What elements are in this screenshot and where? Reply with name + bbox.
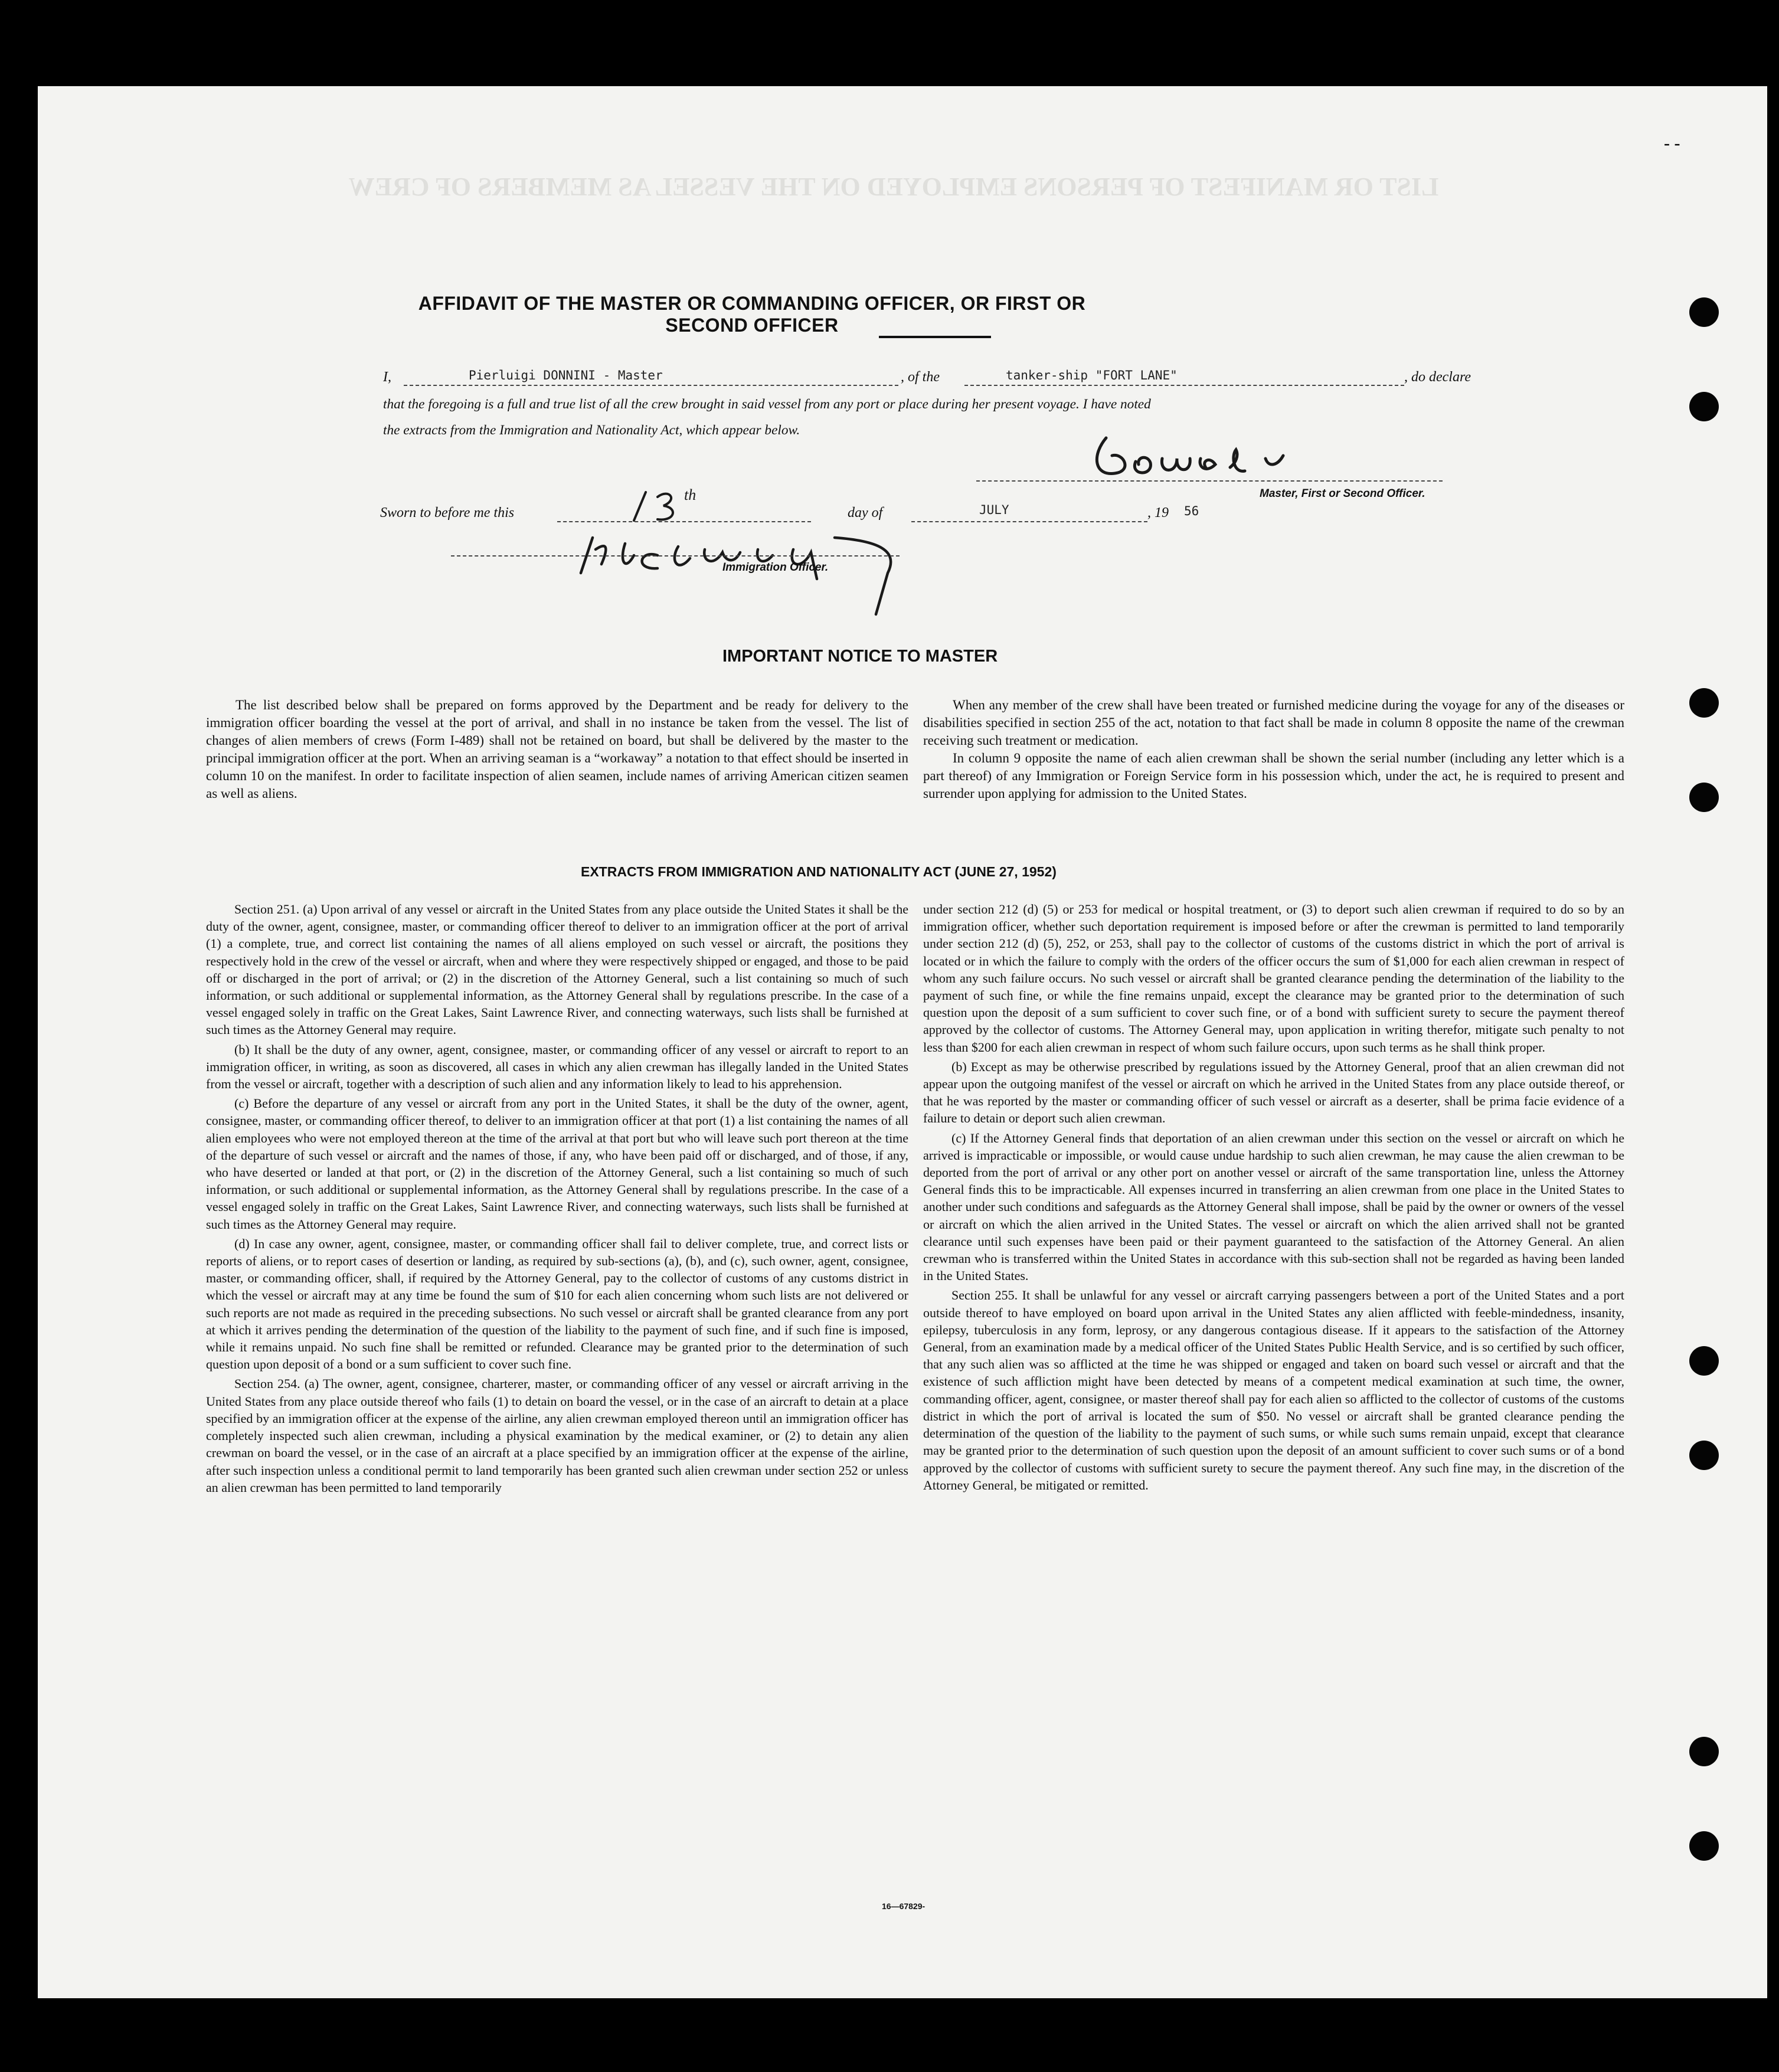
act-paragraph: Section 251. (a) Upon arrival of any vessel or aircraft in the United States from any place outside the United States it shall be the duty of the owner, agent, consignee, master, or commanding officer thereof to deliver to an immigration officer at the port of arrival (1) a complete, true, and correct list containing the names of all aliens employed on such vessel or aircraft, the positions they respectively hold in the crew of the vessel or aircraft, when and where they were respectively shipped or engaged, and those to be paid off or discharged in the port of arrival; or (2) in the discretion of the Attorney General, such a list containing so much of such information, or such additional or supplemental information, as the Attorney General shall by regulations prescribe. In the case of a vessel engaged solely in traffic on the Great Lakes, Saint Lawrence River, and connecting waterways, such lists shall be furnished at such times as the Attorney General may require.: [206, 902, 908, 1037]
master-signature-rule: [976, 480, 1443, 482]
vessel-name-value: tanker-ship "FORT LANE": [1006, 368, 1178, 382]
sworn-month-value: JULY: [979, 503, 1009, 517]
title-underline: [879, 336, 991, 338]
notice-paragraph: The list described below shall be prepared on forms approved by the Department and be ready for delivery to the immigration officer boarding the vessel at the port of arrival, and shall in no instance be taken from the vessel. The list of changes of alien members of crews (Form I-489) shall not be retained on board, but shall be delivered by the master to the principal immigration officer at the port. When an arriving seaman is a “workaway” a notation to that effect should be inserted in column 10 on the manifest. In order to facilitate inspection of alien seamen, include names of arriving American citizen seamen as well as aliens.: [206, 698, 908, 801]
affidavit-i-label: I,: [383, 369, 391, 385]
affidavit-declare-label: , do declare: [1404, 369, 1471, 385]
form-code: 16—67829-: [882, 1901, 926, 1911]
bleed-through-header: LIST OR MANIFEST OF PERSONS EMPLOYED ON THE VESSEL AS MEMBERS OF CREW: [348, 172, 1439, 201]
extracts-left-column: [206, 901, 908, 1498]
affidavit-statement-line: that the foregoing is a full and true list of all the crew brought in said vessel from any port or place during her present voyage. I have noted: [383, 397, 1151, 412]
act-paragraph: Section 254. (a) The owner, agent, consignee, charterer, master, or commanding officer of any vessel or aircraft arriving in the United States from any place outside thereof who fails (1) to detain on board the vessel, or in the case of an aircraft to detain at a place specified by an immigration officer at the expense of the airline, any alien crewman employed thereon until an immigration officer has completely inspected such alien crewman, including a physical examination by the medical examiner, or (2) to detain any alien crewman on board the vessel, or in the case of an aircraft at a place specified by an immigration officer at the expense of the airline, after such inspection unless a conditional permit to land temporarily has been granted such alien crewman under section 252 or unless an alien crewman has been permitted to land temporarily: [206, 1376, 908, 1495]
master-name-rule: [404, 385, 898, 386]
sworn-month-rule: [911, 521, 1147, 522]
sworn-day-handwriting: [628, 485, 722, 526]
act-paragraph: (b) Except as may be otherwise prescribed by regulations issued by the Attorney General, proof that an alien crewman did not appear upon the outgoing manifest of the vessel or aircraft on which he arrived in the United States from any place outside thereof, or that he was reported by the master or commanding officer of such vessel or aircraft as a deserter, shall be prima facie evidence of a failure to detain or deport such alien crewman.: [923, 1059, 1624, 1126]
act-paragraph: (d) In case any owner, agent, consignee, master, or commanding officer shall fail to deliver complete, true, and correct lists or reports of aliens, or to report cases of desertion or landing, as required by sub-sections (a), (b), and (c), such owner, agent, consignee, master, or commanding officer, shall, if required by the Attorney General, pay to the collector of customs of any customs district in which the vessel or aircraft may at any time be found the sum of $10 for each alien concerning whom such lists are not delivered or such reports are not made as required in the preceding subsections. No such vessel or aircraft shall be granted clearance from any port at which it arrives pending the determination of the question of the liability to the payment of such fine, and if such fine is imposed, while it remains unpaid. No such fine shall be remitted or refunded. Clearance may be granted prior to the determination of such question upon deposit of a bond or a sum sufficient to cover such fine.: [206, 1236, 908, 1372]
punch-hole: [1689, 297, 1719, 327]
act-paragraph: (c) If the Attorney General finds that deportation of an alien crewman under this section on the vessel or aircraft on which he arrived is impracticable or impossible, or would cause undue hardship to such alien crewman, he may cause the alien crewman to be deported from the port of arrival or any other port on another vessel or aircraft of the same transportation line, unless the Attorney General finds this to be impracticable. All expenses incurred in transferring an alien crewman from one place in the United States to another under such conditions and safeguards as the Attorney General shall impose, shall be paid by the owner or owners of the vessel or aircraft on which the alien arrived in the United States. The vessel or aircraft on which the alien arrived shall not be granted clearance until such expenses have been paid or their payment guaranteed to the satisfaction of the Attorney General. An alien crewman who is transferred within the United States in accordance with this sub-section shall not be regarded as having been landed in the United States.: [923, 1130, 1624, 1284]
year-prefix-label: , 19: [1147, 505, 1169, 521]
notice-paragraph: When any member of the crew shall have been treated or furnished medicine during the voyage for any of the diseases or disabilities specified in section 255 of the act, notation to that fact shall be made in column 8 opposite the name of the crewman receiving such treatment or medication.: [923, 698, 1624, 748]
punch-hole: [1689, 783, 1719, 812]
punch-hole: [1689, 1346, 1719, 1376]
act-paragraph: under section 212 (d) (5) or 253 for medical or hospital treatment, or (3) to deport such alien crewman if required to do so by an immigration officer, whether such deportation requirement is imposed before or after the crewman is permitted to land temporarily under section 212 (d) (5), 252, or 253, shall pay to the collector of customs of the customs district in which the port of arrival is located or in which the failure to comply with the orders of the officer occurs the sum of $1,000 for each alien crewman in respect of whom any such failure occurs. No such vessel or aircraft shall be granted clearance pending the determination of the liability to the payment of such fine, or while the fine remains unpaid, except the clearance may be granted prior to the determination of such question upon the deposit of a sum sufficient to cover such fine, or of a bond with sufficient surety to secure the payment thereof approved by the collector of customs. The Attorney General may, upon application in writing therefor, mitigate such penalty to not less than $200 for each alien crewman in respect of whom such failure occurs, upon such terms as he shall think proper.: [923, 902, 1624, 1055]
notice-paragraph: In column 9 opposite the name of each alien crewman shall be shown the serial number (including any letter which is a part thereof) of any Immigration or Foreign Service form in his possession which, under the act, he is required to present and surrender upon applying for admission to the United States.: [923, 751, 1624, 801]
immigration-officer-caption: Immigration Officer.: [722, 561, 829, 574]
immigration-officer-signature: [569, 526, 947, 626]
act-paragraph: Section 255. It shall be unlawful for any vessel or aircraft carrying passengers between a port of the United States and a port outside thereof to have employed on board upon arrival in the United States any alien afflicted with feeble-mindedness, insanity, epilepsy, tuberculosis in any form, leprosy, or any dangerous contagious disease. If it appears to the satisfaction of the Attorney General, from an examination made by a medical officer of the United States Public Health Service, and is so certified by such officer, that any such alien was so afflicted at the time he was shipped or engaged and taken on board such vessel or aircraft and that the existence of such affliction might have been detected by means of a competent medical examination at such time, the owner, commanding officer, agent, consignee, or master thereof shall pay for each alien so afflicted to the collector of customs of the customs district in which the port of arrival is located the sum of $50. No vessel or aircraft shall be granted clearance pending the determination of the question of the liability to the payment of such sums, or while such sums remain unpaid, except that clearance may be granted prior to the determination of such question upon the deposit of an amount sufficient to cover such sums or of a bond approved by the collector of customs with sufficient surety to secure the payment thereof. Any such fine may, in the discretion of the Attorney General, be mitigated or remitted.: [923, 1288, 1624, 1492]
svg-text:th: th: [684, 486, 696, 503]
extracts-heading: EXTRACTS FROM IMMIGRATION AND NATIONALITY ACT (JUNE 27, 1952): [581, 864, 1057, 879]
act-paragraph: (b) It shall be the duty of any owner, agent, consignee, master, or commanding officer of any vessel or aircraft to report to an immigration officer, in writing, as soon as discovered, all cases in which any alien crewman has illegally landed in the United States from the vessel or aircraft, together with a description of such alien and any information likely to lead to his apprehension.: [206, 1042, 908, 1092]
master-name-value: Pierluigi DONNINI - Master: [469, 368, 663, 382]
vessel-name-rule: [964, 385, 1404, 386]
master-signature: [1088, 432, 1360, 485]
document-page: [38, 86, 1767, 1998]
punch-hole: [1689, 1441, 1719, 1470]
act-paragraph: (c) Before the departure of any vessel or aircraft from any port in the United States, it shall be the duty of the owner, agent, consignee, master, or commanding officer thereof, to deliver to an immigration officer at that port (1) a list containing the names of all alien employees who were not employed thereon at the time of the arrival at that port but who will leave such port thereon at the time of the departure of such vessel or aircraft and the names of those, if any, who have been paid off or discharged, and of those, if any, who have deserted or landed at that port, or (2) in the discretion of the Attorney General, such a list containing so much of such information, or such additional or supplemental information, as the Attorney General shall by regulations prescribe. In the case of a vessel engaged solely in traffic on the Great Lakes, Saint Lawrence River, and connecting waterways, such lists shall be furnished at such times as the Attorney General may require.: [206, 1096, 908, 1232]
notice-left-column: [206, 696, 908, 803]
immigration-officer-rule: [451, 555, 900, 557]
punch-hole: [1689, 392, 1719, 421]
master-signature-caption: Master, First or Second Officer.: [1260, 487, 1425, 500]
punch-hole: [1689, 1737, 1719, 1766]
page-title: AFFIDAVIT OF THE MASTER OR COMMANDING OFFICER, OR FIRST OR SECOND OFFICER: [418, 293, 1086, 336]
affidavit-of-label: , of the: [901, 369, 940, 385]
notice-heading: IMPORTANT NOTICE TO MASTER: [722, 647, 998, 666]
affidavit-extracts-line: the extracts from the Immigration and Nationality Act, which appear below.: [383, 423, 800, 438]
punch-hole: [1689, 688, 1719, 718]
extracts-right-column: [923, 901, 1624, 1496]
corner-tick-mark: - -: [1664, 133, 1680, 153]
notice-right-column: [923, 696, 1624, 803]
day-of-label: day of: [848, 505, 883, 521]
sworn-label: Sworn to before me this: [380, 505, 515, 521]
punch-hole: [1689, 1831, 1719, 1861]
sworn-year-value: 56: [1184, 504, 1199, 518]
